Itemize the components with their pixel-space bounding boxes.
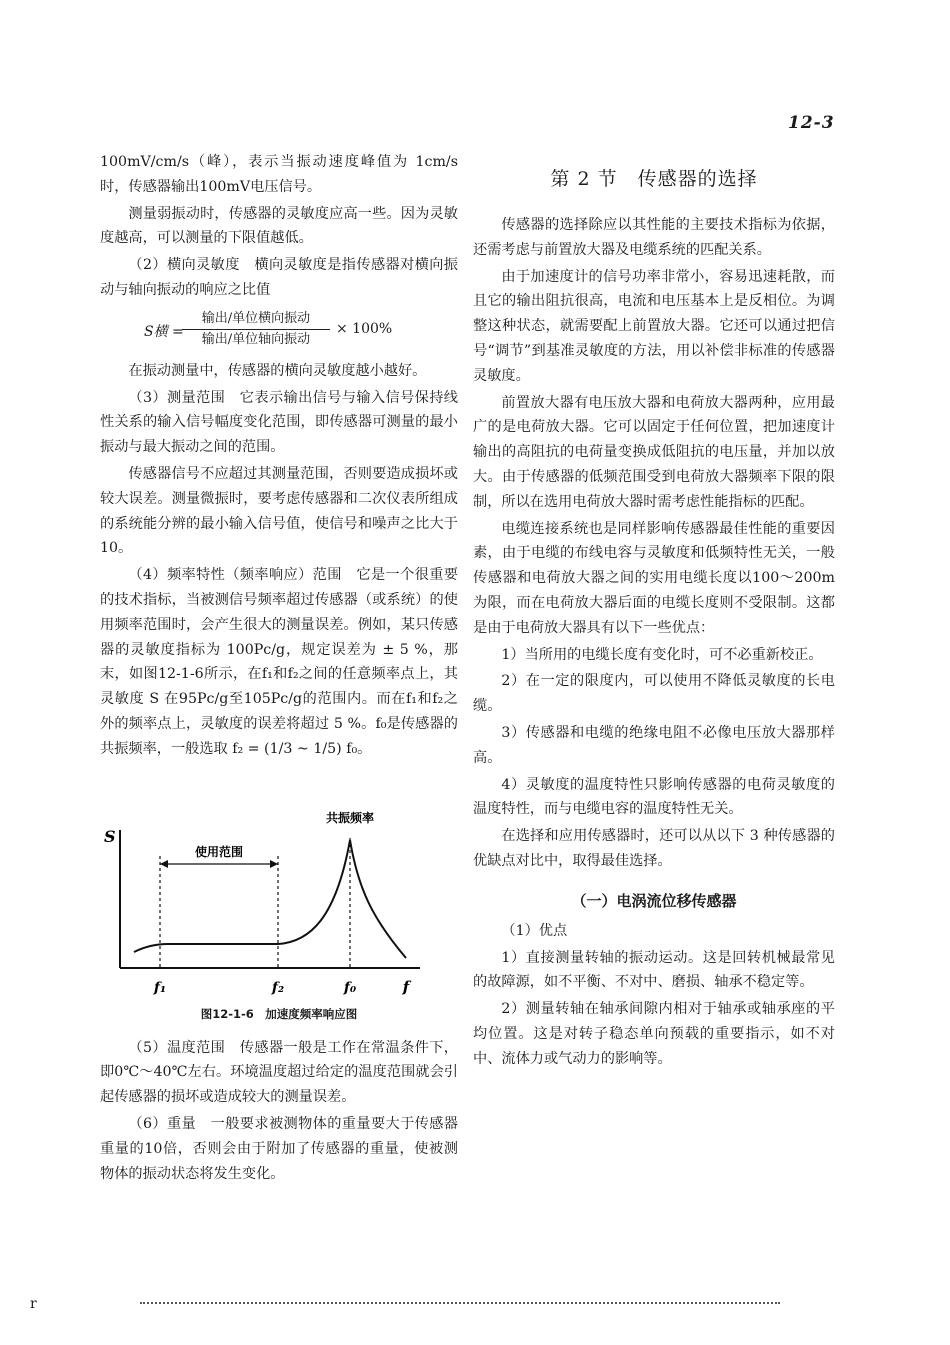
list-item: 2）在一定的限度内，可以使用不降低灵敏度的长电缆。 [473, 673, 835, 715]
paragraph: 100mV/cm/s（峰），表示当振动速度峰值为 1cm/s 时，传感器输出100mV电压信号。 [100, 154, 458, 195]
response-curve [134, 840, 406, 958]
frequency-response-diagram [100, 808, 458, 998]
formula-fraction [182, 309, 330, 350]
resonance-label: 共振频率 [325, 810, 375, 825]
paragraph: 测量弱振动时，传感器的灵敏度应高一些。因为灵敏度越高，可以测量的下限值越低。 [100, 205, 458, 247]
paragraph: 在振动测量中，传感器的横向灵敏度越小越好。 [128, 362, 427, 379]
paragraph: 传感器信号不应超过其测量范围，否则要造成损坏或较大误差。测量微振时，要考虑传感器和二次仪表所组成的系统能分辨的最小输入信号值，使信号和噪声之比大于10。 [100, 465, 458, 557]
paragraph: 电缆连接系统也是同样影响传感器最佳性能的重要因素，由于电缆的布线电容与灵敏度和低频特性无关，一般传感器和电荷放大器之间的实用电缆长度以100～200m为限，而在电荷放大器后面的电缆长度则不受限制。这都是由于电荷放大器具有以下一些优点： [473, 520, 835, 636]
paragraph: 前置放大器有电压放大器和电荷放大器两种，应用最广的是电荷放大器。它可以固定于任何位置，把加速度计输出的高阻抗的电荷量变换成低阻抗的电压量，并加以放大。由于传感器的低频范围受到电荷放大器频率下限的限制，所以在选用电荷放大器时需考虑性能指标的匹配。 [473, 394, 835, 510]
list-item: 2）测量转轴在轴承间隙内相对于轴承或轴承座的平均位置。这是对转子稳态单向预载的重要指示，如不对中、流体力或气动力的影响等。 [473, 1001, 835, 1067]
paragraph: （1）优点 [501, 922, 568, 939]
subsection-heading: （一）电涡流位移传感器 [571, 891, 737, 910]
tick-label-f0: f₀ [343, 979, 357, 996]
right-column [473, 150, 835, 1074]
left-column [100, 150, 458, 1188]
paragraph: （4）频率特性（频率响应）范围 它是一个很重要的技术指标，当被测信号频率超过传感器（或系统）的使用频率范围时，会产生很大的测量误差。例如，某只传感器的灵敏度指标为 100Pc/g，规定误差为 ± 5 %，那末，如图12-1-6所示，在f₁和f₂之间的任意频率点上，其灵敏度 S 在95Pc/g至105Pc/g的范围内。而在f₁和f₂之外的频率点上，灵敏度的误差将超过 5 %。f₀是传感器的共振频率，一般选取 f₂ = (1/3 ~ 1/5) f₀。 [100, 567, 458, 757]
paragraph: （5）温度范围 传感器一般是工作在常温条件下，即0℃～40℃左右。环境温度超过给定的温度范围就会引起传感器的损坏或造成较大的测量误差。 [100, 1039, 458, 1106]
paragraph: 在选择和应用传感器时，还可以从以下 3 种传感器的优缺点对比中，取得最佳选择。 [473, 828, 835, 869]
corner-mark: r [30, 1296, 37, 1312]
frequency-response-figure [100, 808, 458, 998]
cross-sensitivity-formula [100, 307, 458, 357]
list-item: 1）当所用的电缆长度有变化时，可不必重新校正。 [501, 646, 823, 663]
paragraph: 传感器的选择除应以其性能的主要技术指标为依据，还需考虑与前置放大器及电缆系统的匹配关系。 [473, 217, 835, 258]
formula-numerator: 输出/单位横向振动 [182, 309, 330, 330]
y-axis-label: S [104, 826, 116, 846]
page-number: 12-3 [788, 113, 835, 133]
list-item: 1）直接测量转轴的振动运动。这是回转机械最常见的故障源，如不平衡、不对中、磨损、轴承不稳定等。 [473, 949, 835, 991]
tick-label-f2: f₂ [271, 979, 285, 996]
paragraph: （3）测量范围 它表示输出信号与输入信号保持线性关系的输入信号幅度变化范围，即传感器可测量的最小振动与最大振动之间的范围。 [100, 389, 458, 456]
list-item: 4）灵敏度的温度特性只影响传感器的电荷灵敏度的温度特性，而与电缆电容的温度特性无关。 [473, 776, 835, 818]
paragraph: （6）重量 一般要求被测物体的重量要大于传感器重量的10倍，否则会由于附加了传感器的重量，使被测物体的振动状态将发生变化。 [100, 1115, 458, 1182]
usable-range-label: 使用范围 [194, 844, 244, 859]
figure-caption: 图12-1-6 加速度频率响应图 [200, 1006, 358, 1021]
arrowhead-left [160, 860, 168, 868]
section-title: 第 2 节 传感器的选择 [550, 168, 758, 190]
list-item: 3）传感器和电缆的绝缘电阻不必像电压放大器那样高。 [473, 724, 835, 766]
arrowhead-right [270, 860, 278, 868]
bottom-rule [140, 1302, 780, 1304]
formula-rhs: × 100% [336, 320, 393, 337]
paragraph: 由于加速度计的信号功率非常小，容易迅速耗散，而且它的输出阻抗很高，电流和电压基本上是反相位。为调整这种状态，就需要配上前置放大器。它还可以通过把信号“调节”到基准灵敏度的方法，用以补偿非标准的传感器灵敏度。 [473, 268, 835, 384]
x-axis-label: f [402, 977, 410, 996]
tick-label-f1: f₁ [153, 979, 167, 996]
formula-denominator: 输出/单位轴向振动 [201, 331, 311, 347]
paragraph: （2）横向灵敏度 横向灵敏度是指传感器对横向振动与轴向振动的响应之比值 [100, 257, 458, 298]
formula-lhs: S横 = [144, 323, 184, 340]
